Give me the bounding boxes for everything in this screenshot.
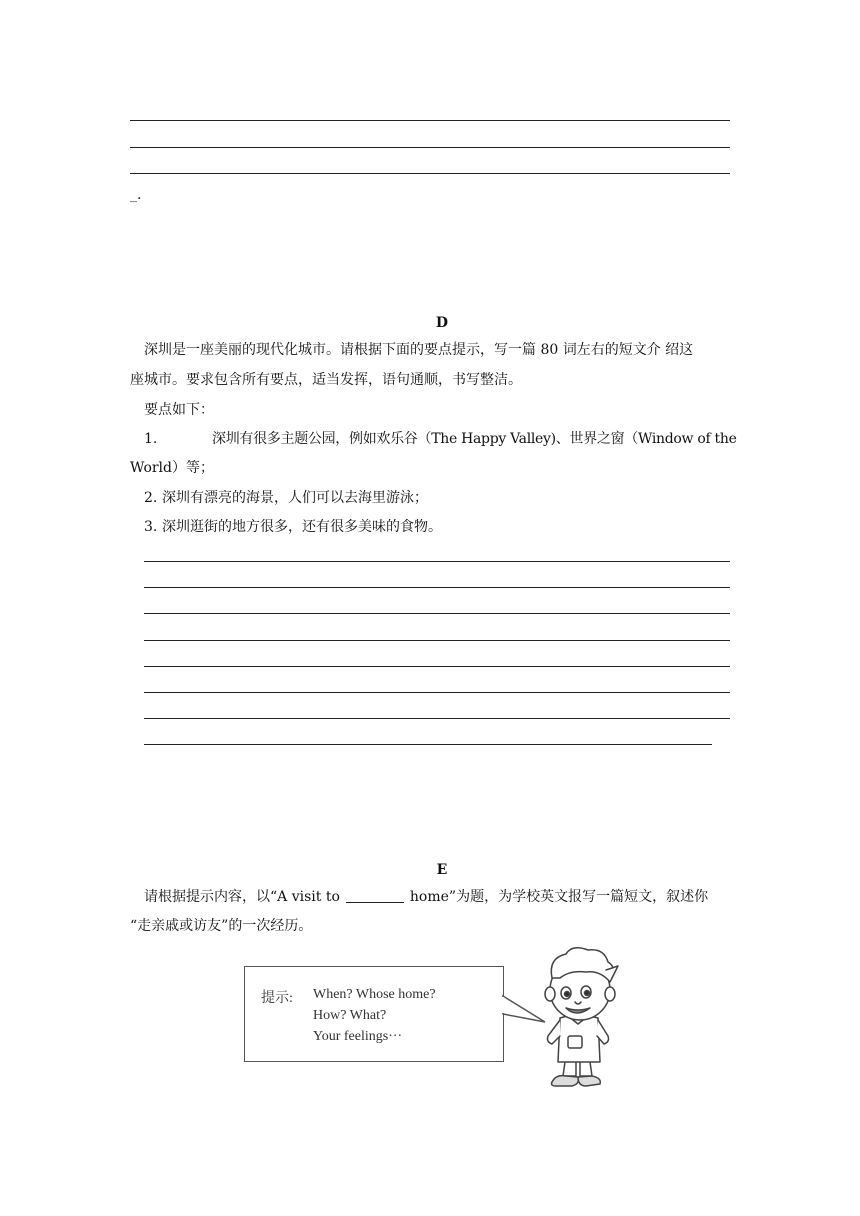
answer-line	[130, 173, 730, 174]
hint-line2: How? What?	[313, 1008, 387, 1023]
answer-line	[144, 744, 712, 745]
title-blank	[346, 888, 404, 903]
point-2-number: 2.	[144, 490, 158, 506]
point-3-number: 3.	[144, 519, 158, 535]
point-2-text: 深圳有漂亮的海景，人们可以去海里游泳；	[162, 490, 428, 506]
answer-line	[130, 147, 730, 148]
answer-line-tail: _.	[130, 187, 142, 203]
hint-label: 提示:	[261, 991, 293, 1006]
answer-line	[144, 718, 730, 719]
hint-line1: When? Whose home?	[313, 987, 436, 1002]
section-d-intro-line2: 座城市。要求包含所有要点，适当发挥，语句通顺，书写整洁。	[130, 372, 522, 388]
hint-bubble	[244, 966, 504, 1062]
section-d-points-label: 要点如下：	[144, 402, 214, 418]
point-1-number: 1.	[144, 431, 158, 447]
point-1-text-cont: World）等；	[130, 460, 214, 476]
answer-line	[144, 561, 730, 562]
section-e-intro-part1: 请根据提示内容，以“A visit to	[144, 889, 340, 905]
section-e-intro-line2: “走亲戚或访友”的一次经历。	[130, 918, 313, 934]
section-e-intro-part2: home”为题，为学校英文报写一篇短文，叙述你	[409, 889, 709, 905]
boy-icon	[545, 948, 618, 1086]
section-e-intro-line1	[144, 888, 708, 906]
bubble-tail-icon	[503, 996, 545, 1022]
answer-line	[144, 640, 730, 641]
answer-line	[144, 666, 730, 667]
point-3-text: 深圳逛街的地方很多，还有很多美味的食物。	[162, 519, 442, 535]
answer-line	[144, 613, 730, 614]
hint-line3: Your feelings···	[313, 1029, 403, 1044]
point-1-text: 深圳有很多主题公园，例如欢乐谷（The Happy Valley)、世界之窗（Window of the	[212, 431, 737, 447]
section-d-intro-line1: 深圳是一座美丽的现代化城市。请根据下面的要点提示，写一篇 80 词左右的短文介 绍这	[144, 342, 694, 358]
section-e-heading: E	[436, 862, 448, 878]
answer-line	[144, 692, 730, 693]
answer-line	[144, 587, 730, 588]
answer-line	[130, 120, 730, 121]
section-d-heading: D	[435, 315, 449, 331]
